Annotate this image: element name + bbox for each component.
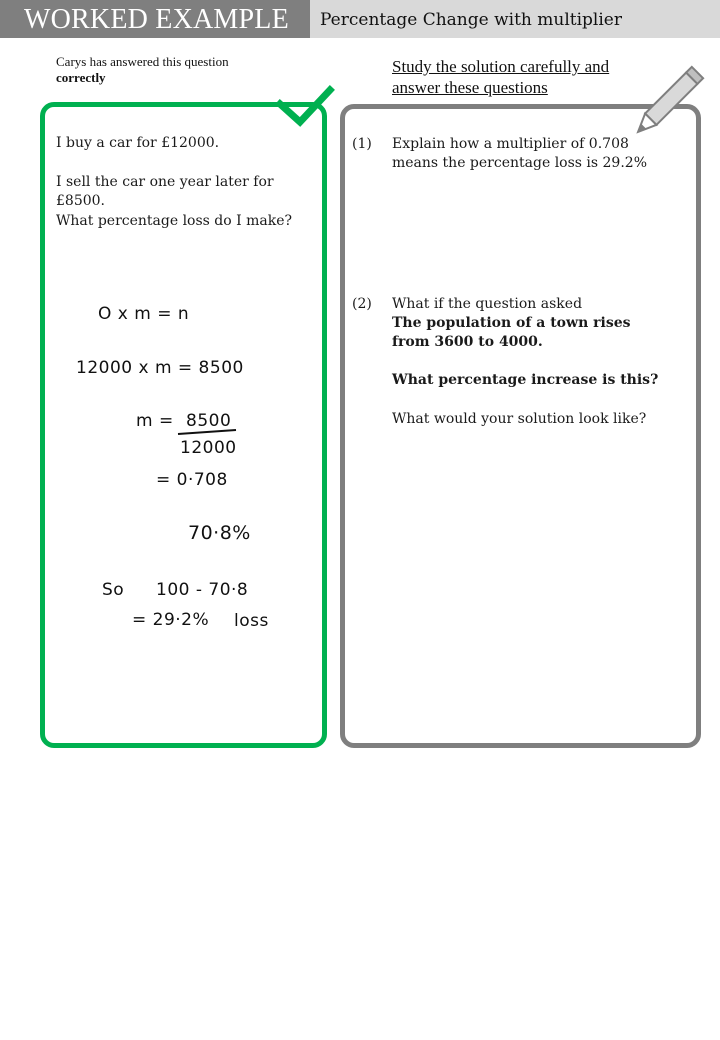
note-line-1: Carys has answered this question bbox=[56, 54, 229, 69]
working-formula: O x m = n bbox=[98, 304, 190, 324]
working-m-label: m = bbox=[136, 411, 174, 431]
task-2-question: What percentage increase is this? bbox=[392, 372, 659, 388]
task-2-number: (2) bbox=[352, 296, 372, 312]
question-line-2: I sell the car one year later for £8500. bbox=[56, 174, 274, 209]
working-subtraction: 100 - 70·8 bbox=[156, 580, 249, 600]
working-numerator: 8500 bbox=[186, 411, 232, 431]
working-result: = 0·708 bbox=[156, 470, 228, 490]
working-so: So bbox=[102, 580, 125, 600]
instruction-heading: Study the solution carefully and answer these questions bbox=[392, 57, 610, 97]
correctness-note bbox=[56, 54, 229, 86]
working-percent: 70·8% bbox=[188, 522, 251, 544]
page-title: Percentage Change with multiplier bbox=[310, 0, 720, 38]
question-line-1: I buy a car for £12000. bbox=[56, 135, 220, 151]
worked-example-label: WORKED EXAMPLE bbox=[0, 0, 310, 38]
working-equation: 12000 x m = 8500 bbox=[76, 358, 244, 378]
working-loss: loss bbox=[234, 611, 269, 631]
question-line-3: What percentage loss do I make? bbox=[56, 213, 293, 229]
task-1-text: Explain how a multiplier of 0.708 means the percentage loss is 29.2% bbox=[392, 136, 648, 171]
task-2-intro: What if the question asked bbox=[392, 296, 583, 312]
working-answer: = 29·2% bbox=[132, 610, 210, 630]
task-1-number: (1) bbox=[352, 136, 372, 152]
note-line-2: correctly bbox=[56, 70, 106, 85]
task-2-prompt: What would your solution look like? bbox=[392, 411, 647, 427]
working-denominator: 12000 bbox=[180, 438, 237, 458]
task-2-scenario: The population of a town rises from 3600 to 4000. bbox=[392, 315, 631, 350]
